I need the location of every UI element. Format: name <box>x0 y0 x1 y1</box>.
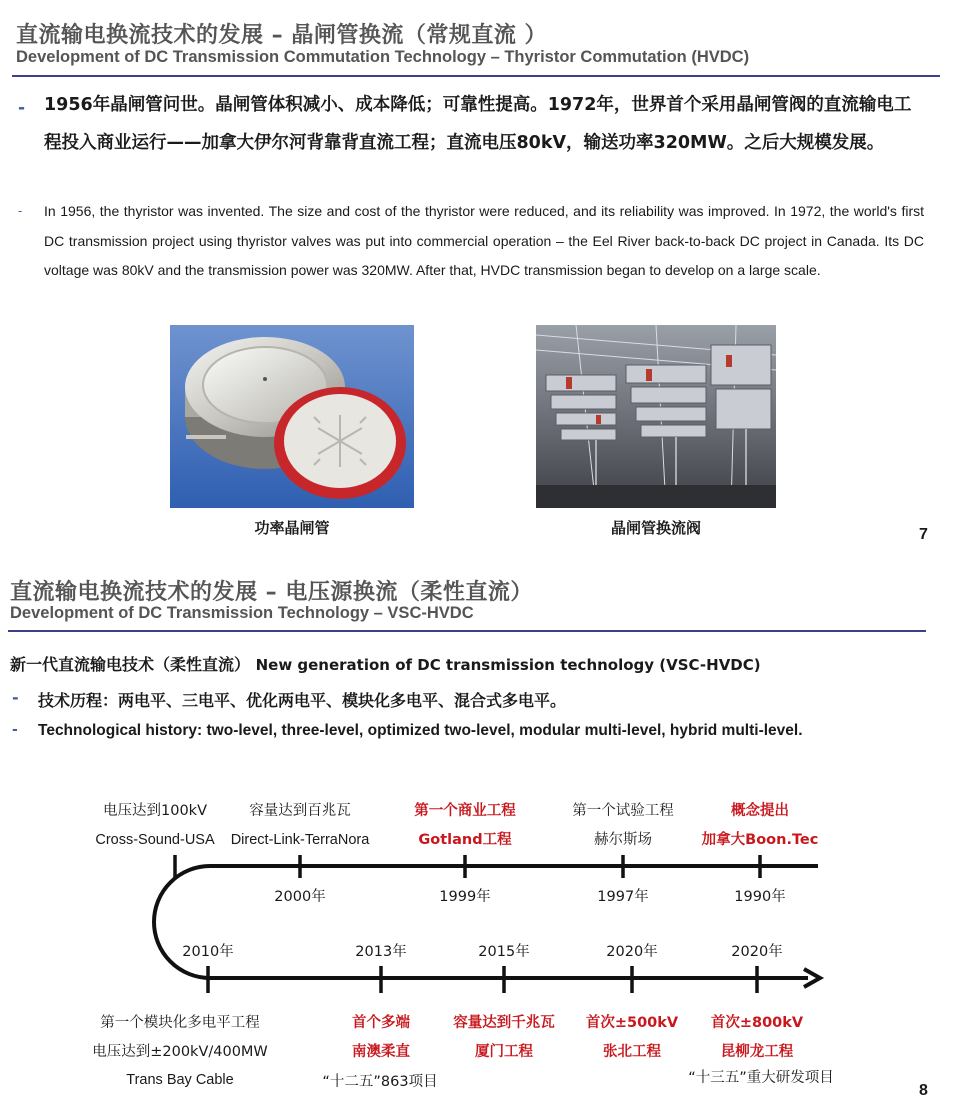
milestone-bottom-0-line2: 电压达到±200kV/400MW <box>92 1044 268 1060</box>
page-number: 7 <box>919 526 928 543</box>
milestone-bottom-1-year: 2013年 <box>355 944 407 960</box>
milestone-top-0-line2: 加拿大Boon.Tec <box>701 832 819 848</box>
thyristor-illustration <box>170 325 414 508</box>
milestone-bottom-0-year: 2010年 <box>182 944 234 960</box>
caption-converter-valve: 晶闸管换流阀 <box>610 519 701 537</box>
milestone-top-1-year: 1997年 <box>597 889 649 905</box>
milestone-bottom-4-year: 2020年 <box>731 944 783 960</box>
history-zh: 技术历程：两电平、三电平、优化两电平、模块化多电平、混合式多电平。 <box>38 691 567 710</box>
thyristor-photo <box>170 325 414 508</box>
slide-vsc-hvdc <box>0 553 955 1114</box>
milestone-bottom-1-line1: 首个多端 <box>352 1015 410 1031</box>
milestone-top-2-line2: Gotland工程 <box>418 832 512 848</box>
converter-valve-photo <box>536 325 776 508</box>
milestone-bottom-2-line1: 容量达到千兆瓦 <box>453 1015 555 1031</box>
milestone-top-1-line2: 赫尔斯场 <box>594 832 652 848</box>
milestone-bottom-4-line1: 首次±800kV <box>710 1015 804 1031</box>
milestone-top-3-line1: 容量达到百兆瓦 <box>249 803 351 819</box>
milestone-bottom-3-line2: 张北工程 <box>603 1044 661 1060</box>
title-rule <box>12 75 940 77</box>
milestone-top-0-year: 1990年 <box>734 889 786 905</box>
slide-title-zh: 直流输电换流技术的发展 – 电压源换流（柔性直流） <box>10 580 533 605</box>
milestone-top-4-line2: Cross-Sound-USA <box>95 832 215 848</box>
slide-title-en: Development of DC Transmission Commutation Technology – Thyristor Commutation (HVDC) <box>16 48 750 66</box>
section-heading-zh: 新一代直流输电技术（柔性直流） <box>10 655 251 674</box>
milestone-bottom-2-year: 2015年 <box>478 944 530 960</box>
vsc-hvdc-timeline <box>0 553 955 1114</box>
milestone-bottom-0-line1: 第一个模块化多电平工程 <box>100 1015 260 1031</box>
page-number: 8 <box>919 1082 928 1099</box>
milestone-top-3-year: 2000年 <box>274 889 326 905</box>
milestone-top-1-line1: 第一个试验工程 <box>572 803 674 819</box>
section-heading-en: New generation of DC transmission technology (VSC-HVDC) <box>255 656 761 674</box>
bullet-dash-en: - <box>12 722 18 738</box>
plan-13th-five-year: “十三五”重大研发项目 <box>688 1070 834 1086</box>
milestone-bottom-2-line2: 厦门工程 <box>475 1044 533 1060</box>
timeline-ticks <box>175 855 760 993</box>
bullet-dash: - <box>12 688 19 707</box>
bullet-dash: - <box>18 98 26 118</box>
timeline-track <box>154 866 818 978</box>
plan-12th-five-year: “十二五”863项目 <box>322 1074 438 1090</box>
valve-hall-illustration <box>536 325 776 508</box>
milestone-bottom-3-year: 2020年 <box>606 944 658 960</box>
milestone-top-2-line1: 第一个商业工程 <box>414 803 516 819</box>
bullet-dash-en: - <box>18 204 23 218</box>
milestone-bottom-4-line2: 昆柳龙工程 <box>720 1044 794 1060</box>
paragraph-zh: 1956年晶闸管问世。晶闸管体积减小、成本降低；可靠性提高。1972年，世界首个采用晶闸管阀的直流输电工程投入商业运行——加拿大伊尔河背靠背直流工程；直流电压80kV，输送功率320MW。之后大规模发展。 <box>44 95 912 153</box>
milestone-bottom-1-line2: 南澳柔直 <box>352 1044 410 1060</box>
milestone-top-2-year: 1999年 <box>439 889 491 905</box>
milestone-top-0-line1: 概念提出 <box>731 803 789 819</box>
milestone-top-3-line2: Direct-Link-TerraNora <box>230 832 370 848</box>
milestone-bottom-3-line1: 首次±500kV <box>585 1015 679 1031</box>
caption-power-thyristor: 功率晶闸管 <box>254 519 330 537</box>
paragraph-en: In 1956, the thyristor was invented. The size and cost of the thyristor were reduced, and its reliability was improved. In 1972, the world's first DC transmission project using thyristor valves was put into commercial operation – the Eel River back-to-back DC project in Canada. Its DC voltage was 80kV and the transmission power was 320MW. After that, HVDC transmission began to develop on a large scale. <box>44 203 924 278</box>
milestone-top-4-line1: 电压达到100kV <box>103 803 207 819</box>
slide-title-zh: 直流输电换流技术的发展 – 晶闸管换流（常规直流 ） <box>16 23 547 48</box>
milestone-bottom-0-line3: Trans Bay Cable <box>126 1072 234 1088</box>
slide-thyristor-hvdc <box>0 0 955 553</box>
slide-title-en: Development of DC Transmission Technology – VSC-HVDC <box>10 604 474 622</box>
history-en: Technological history: two-level, three-level, optimized two-level, modular multi-level, hybrid multi-level. <box>38 722 803 739</box>
